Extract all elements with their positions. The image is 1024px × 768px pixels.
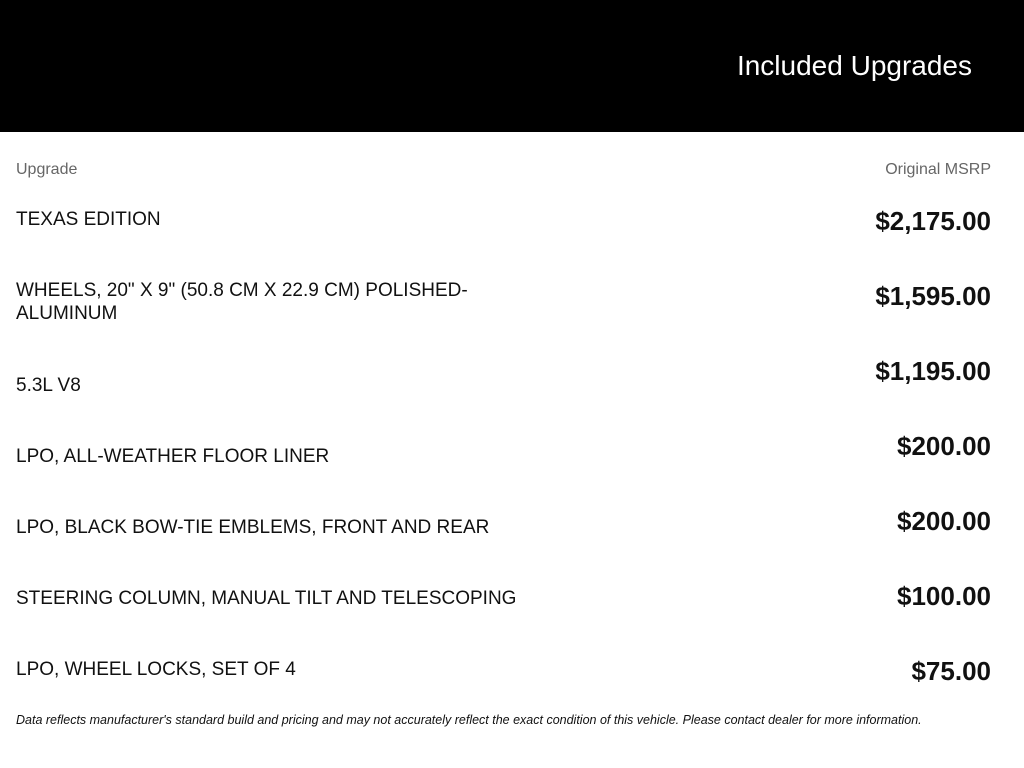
page-title: Included Upgrades: [736, 50, 972, 81]
upgrade-price: $100.00: [897, 581, 991, 611]
upgrade-name: 5.3L V8: [16, 375, 81, 396]
upgrade-price: $1,595.00: [875, 281, 991, 311]
column-header-msrp: Original MSRP: [885, 161, 991, 178]
upgrade-price: $200.00: [897, 431, 991, 461]
upgrade-price: $1,195.00: [875, 356, 991, 386]
upgrade-name: LPO, BLACK BOW-TIE EMBLEMS, FRONT AND REAR: [16, 517, 490, 538]
upgrade-name: LPO, ALL-WEATHER FLOOR LINER: [16, 446, 330, 467]
disclaimer-text: Data reflects manufacturer's standard build and pricing and may not accurately reflect the exact condition of this vehicle. Please contact dealer for more information.: [16, 713, 922, 727]
table-row: [0, 502, 1024, 577]
upgrade-price: $75.00: [911, 656, 991, 686]
upgrade-name: LPO, WHEEL LOCKS, SET OF 4: [16, 659, 296, 680]
upgrade-name: WHEELS, 20" X 9" (50.8 CM X 22.9 CM) POLISHED-ALUMINUM: [16, 280, 468, 324]
column-header-upgrade: Upgrade: [16, 161, 78, 178]
table-row: [0, 577, 1024, 652]
table-row: [0, 277, 1024, 352]
table-row: [0, 427, 1024, 502]
upgrade-name: TEXAS EDITION: [16, 209, 161, 230]
upgrade-price: $200.00: [897, 506, 991, 536]
upgrade-price: $2,175.00: [875, 206, 991, 236]
table-row: [0, 352, 1024, 427]
table-row: [0, 202, 1024, 277]
upgrade-list: [0, 202, 1024, 727]
upgrade-name: STEERING COLUMN, MANUAL TILT AND TELESCOPING: [16, 588, 517, 609]
page-header: [0, 0, 1024, 132]
